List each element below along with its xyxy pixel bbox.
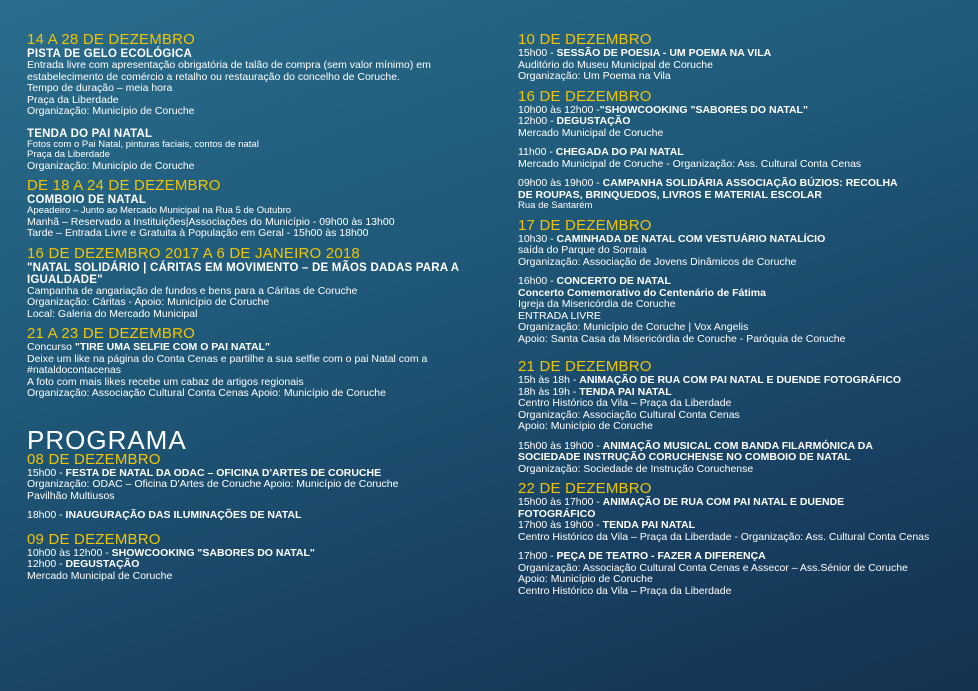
event-title-cont: SOCIEDADE INSTRUÇÃO CORUCHENSE NO COMBOIO DE NATAL	[518, 451, 851, 463]
event-time: 15h às 18h -	[518, 374, 580, 386]
event-title: DEGUSTAÇÃO	[65, 558, 140, 570]
program-heading: PROGRAMA	[27, 424, 187, 455]
event-time: 10h30 -	[518, 232, 557, 245]
event-title: ANIMAÇÃO DE RUA COM PAI NATAL E DUENDE FOTOGRÁFICO	[579, 374, 902, 386]
event-detail: Organização: Município de Coruche | Vox Angelis	[518, 321, 749, 333]
event-detail: Manhã – Reservado a Instituições|Associações do Município - 09h00 às 13h00	[27, 215, 395, 228]
event-detail: Praça da Liberdade	[27, 149, 110, 160]
event-detail: Praça da Liberdade	[27, 93, 119, 106]
event-comboio-natal	[27, 178, 477, 240]
event-detail: estabelecimento de comércio a retalho ou restauração do concelho de Coruche.	[27, 70, 400, 83]
event-detail: Entrada livre com apresentação obrigatória de talão de compra (sem valor mínimo) em	[27, 59, 431, 71]
event-detail: Tempo de duração – meia hora	[27, 82, 173, 94]
event-title: "SHOWCOOKING "SABORES DO NATAL"	[599, 103, 808, 116]
event-detail: Apeadeiro – Junto ao Mercado Municipal na Rua 5 de Outubro	[27, 205, 292, 216]
event-detail: #nataldocontacenas	[27, 364, 121, 376]
event-natal-solidario	[27, 246, 477, 321]
event-title-cont: IGUALDADE"	[27, 273, 103, 286]
event-pista-gelo	[27, 32, 477, 118]
event-time: 09h00 às 19h00 -	[518, 177, 603, 189]
event-time: 17h00 às 19h00 -	[518, 519, 603, 531]
event-date: 10 DE DEZEMBRO	[518, 31, 652, 48]
event-title: TENDA DO PAI NATAL	[27, 127, 153, 140]
event-title: FESTA DE NATAL DA ODAC – OFICINA D'ARTES DE CORUCHE	[65, 466, 382, 479]
event-detail: Mercado Municipal de Coruche	[27, 569, 173, 582]
event-detail: Organização: Município de Coruche	[27, 159, 195, 172]
event-detail: Organização: Associação Cultural Conta Cenas e Assecor – Ass.Sénior de Coruche	[518, 561, 908, 574]
event-title: CONCERTO DE NATAL	[556, 275, 671, 287]
event-detail: Fotos com o Pai Natal, pinturas faciais, contos de natal	[27, 138, 259, 150]
event-16-dez	[518, 89, 968, 212]
event-detail: saída do Parque do Sorraia	[518, 244, 647, 256]
event-detail: A foto com mais likes recebe um cabaz de artigos regionais	[27, 375, 304, 388]
event-time: 17h00 -	[518, 550, 557, 562]
event-title: ANIMAÇÃO DE RUA COM PAI NATAL E DUENDE	[602, 496, 845, 508]
event-detail: Mercado Municipal de Coruche - Organização: Ass. Cultural Conta Cenas	[518, 157, 862, 170]
event-time: 10h00 às 12h00 -	[518, 103, 600, 116]
event-time: 10h00 às 12h00 -	[27, 546, 112, 559]
event-detail: Organização: ODAC – Oficina D'Artes de Coruche Apoio: Município de Coruche	[27, 478, 399, 490]
event-10-dez	[518, 32, 968, 83]
event-date: 22 DE DEZEMBRO	[518, 480, 652, 497]
event-title: TENDA PAI NATAL	[579, 385, 672, 398]
event-date: 21 A 23 DE DEZEMBRO	[27, 325, 196, 342]
event-21-dez	[518, 359, 968, 475]
event-time: 15h00 às 19h00 -	[518, 439, 603, 452]
event-detail: Auditório do Museu Municipal de Coruche	[518, 58, 713, 71]
event-detail: ENTRADA LIVRE	[518, 309, 601, 322]
event-detail: Organização: Sociedade de Instrução Coruchense	[518, 462, 754, 475]
event-date: 14 A 28 DE DEZEMBRO	[27, 31, 196, 48]
event-time: 11h00 -	[518, 146, 556, 158]
event-detail: Deixe um like na página do Conta Cenas e partilhe a sua selfie com o pai Natal com a	[27, 352, 428, 365]
event-detail: Apoio: Santa Casa da Misericórdia de Coruche - Paróquia de Coruche	[518, 332, 846, 345]
event-detail: Centro Histórico da Vila – Praça da Liberdade - Organização: Ass. Cultural Conta Cenas	[518, 530, 930, 543]
event-time: 15h00 -	[27, 466, 66, 479]
event-detail: Igreja da Misericórdia de Coruche	[518, 298, 676, 310]
event-date: DE 18 A 24 DE DEZEMBRO	[27, 177, 221, 194]
event-detail: Organização: Um Poema na Vila	[518, 70, 671, 82]
event-detail: Organização: Associação Cultural Conta Cenas Apoio: Município de Coruche	[27, 387, 386, 399]
event-detail: Tarde – Entrada Livre e Gratuita à População em Geral - 15h00 às 18h00	[27, 227, 369, 239]
event-title: DEGUSTAÇÃO	[556, 115, 631, 127]
event-detail: Organização: Associação de Jovens Dinâmicos de Coruche	[518, 255, 797, 268]
event-17-dez	[518, 218, 968, 346]
event-22-dez	[518, 481, 968, 597]
event-detail: Centro Histórico da Vila – Praça da Liberdade	[518, 584, 732, 597]
event-detail: Organização: Cáritas - Apoio: Município de Coruche	[27, 296, 270, 308]
event-08-dez	[27, 452, 477, 522]
event-date: 16 DE DEZEMBRO	[518, 87, 652, 105]
event-date: 17 DE DEZEMBRO	[518, 216, 652, 234]
event-detail: Campanha de angariação de fundos e bens para a Cáritas de Coruche	[27, 284, 358, 297]
event-detail: Mercado Municipal de Coruche	[518, 126, 664, 139]
event-time: 18h00 -	[27, 509, 66, 521]
event-time: 12h00 -	[27, 558, 66, 570]
event-title: CHEGADA DO PAI NATAL	[555, 146, 684, 158]
event-title-cont: FOTOGRÁFICO	[518, 507, 596, 520]
event-time: 16h00 -	[518, 275, 557, 287]
event-detail: Organização: Município de Coruche	[27, 105, 195, 117]
event-detail: Centro Histórico da Vila – Praça da Liberdade	[518, 397, 732, 409]
right-column	[518, 32, 968, 603]
event-title: COMBOIO DE NATAL	[27, 194, 147, 206]
event-title: INAUGURAÇÃO DAS ILUMINAÇÕES DE NATAL	[65, 509, 302, 521]
event-detail: Apoio: Município de Coruche	[518, 573, 653, 585]
event-detail: Apoio: Município de Coruche	[518, 420, 653, 432]
event-selfie-contest	[27, 326, 477, 400]
event-title: ANIMAÇÃO MUSICAL COM BANDA FILARMÓNICA DA	[602, 439, 873, 452]
event-title: CAMPANHA SOLIDÁRIA ASSOCIAÇÃO BÚZIOS: RECOLHA	[602, 177, 898, 189]
event-title-cont: DE ROUPAS, BRINQUEDOS, LIVROS E MATERIAL ESCOLAR	[518, 188, 822, 201]
event-title: SHOWCOOKING "SABORES DO NATAL"	[111, 546, 315, 559]
event-title: CAMINHADA DE NATAL COM VESTUÁRIO NATALÍCIO	[556, 232, 826, 245]
event-date: 16 DE DEZEMBRO 2017 A 6 DE JANEIRO 2018	[27, 244, 360, 262]
event-title: TENDA PAI NATAL	[602, 519, 696, 531]
event-detail: Organização: Associação Cultural Conta Cenas	[518, 408, 740, 421]
event-title: "NATAL SOLIDÁRIO | CÁRITAS EM MOVIMENTO – DE MÃOS DADAS PARA A	[27, 261, 460, 274]
event-prefix: Concurso	[27, 341, 75, 353]
event-detail: Local: Galeria do Mercado Municipal	[27, 307, 198, 320]
left-column	[27, 32, 477, 588]
event-time: 15h00 -	[518, 47, 557, 59]
event-detail: Pavilhão Multiusos	[27, 489, 115, 502]
event-title: PISTA DE GELO ECOLÓGICA	[27, 48, 192, 60]
event-tenda-pai-natal	[27, 128, 477, 173]
event-09-dez	[27, 532, 477, 583]
event-subtitle: Concerto Comemorativo do Centenário de Fátima	[518, 286, 766, 299]
event-title: PEÇA DE TEATRO - FAZER A DIFERENÇA	[556, 550, 766, 562]
event-title: "TIRE UMA SELFIE COM O PAI NATAL"	[74, 341, 270, 353]
event-date: 08 DE DEZEMBRO	[27, 450, 161, 468]
event-time: 15h00 às 17h00 -	[518, 496, 603, 508]
event-title: SESSÃO DE POESIA - UM POEMA NA VILA	[556, 47, 772, 59]
event-date: 09 DE DEZEMBRO	[27, 530, 161, 548]
event-detail: Rua de Santarém	[518, 200, 593, 211]
event-date: 21 DE DEZEMBRO	[518, 358, 652, 375]
event-time: 12h00 -	[518, 115, 557, 127]
event-time: 18h às 19h -	[518, 385, 580, 398]
